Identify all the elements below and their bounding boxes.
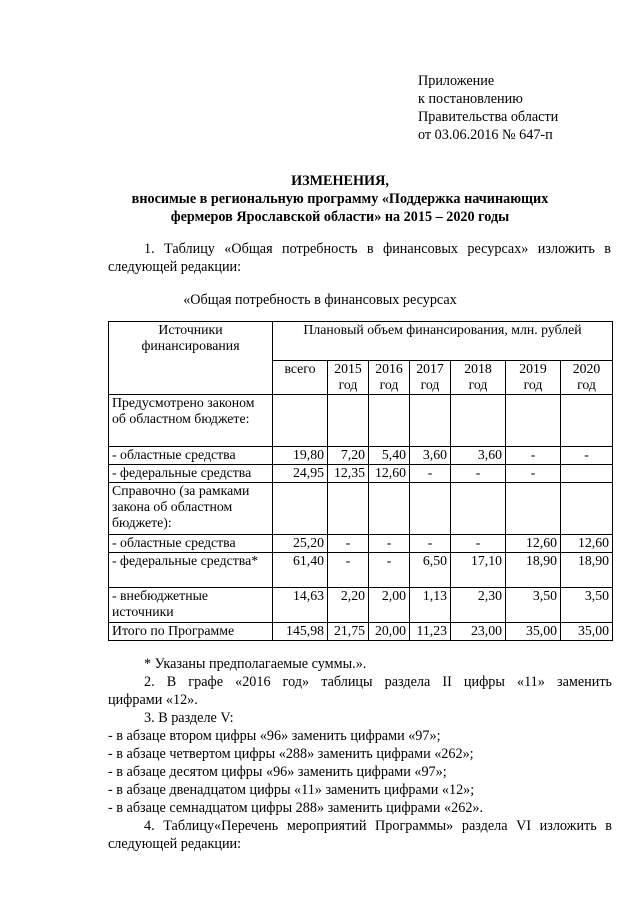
item-3-line: - в абзаце втором цифры «96» заменить цифрами «97»; [108, 728, 441, 744]
item-3-line: - в абзаце десятом цифры «96» заменить цифрами «97»; [108, 764, 447, 780]
item-4-line: следующей редакции: [108, 836, 242, 852]
table-row [109, 535, 613, 553]
header-plan: Плановый объем финансирования, млн. рублей [273, 322, 613, 361]
table-cell [561, 395, 613, 447]
table-cell [561, 465, 613, 483]
header-source: Источники финансирования [109, 322, 273, 395]
table-cell: 2,30 [451, 588, 506, 623]
table-cell [561, 483, 613, 535]
table-row [109, 395, 613, 447]
title-line: вносимые в региональную программу «Поддержка начинающих [131, 191, 549, 207]
table-cell [328, 395, 369, 447]
title-line: ИЗМЕНЕНИЯ, [291, 173, 389, 189]
row-label: - федеральные средства [109, 465, 273, 483]
table-cell: 12,60 [561, 535, 613, 553]
header-year: 2020 год [561, 361, 613, 395]
table-row [109, 553, 613, 588]
item-3-line: - в абзаце четвертом цифры «288» заменить цифрами «262»; [108, 746, 474, 762]
table-cell: 14,63 [273, 588, 328, 623]
header-year: 2019 год [506, 361, 561, 395]
table-cell: 3,50 [506, 588, 561, 623]
table-cell: - [506, 447, 561, 465]
table-cell [328, 483, 369, 535]
table-cell: - [328, 553, 369, 588]
item-2-line: 2. В графе «2016 год» таблицы раздела II цифры «11» заменить [144, 674, 612, 690]
table-cell [369, 483, 410, 535]
item-3-line: - в абзаце двенадцатом цифры «11» заменить цифрами «12»; [108, 782, 475, 798]
appendix-line: от 03.06.2016 № 647-п [418, 127, 553, 143]
table-cell: 25,20 [273, 535, 328, 553]
table-cell: 18,90 [506, 553, 561, 588]
table-row [109, 465, 613, 483]
document-title [60, 172, 620, 226]
table-cell: 19,80 [273, 447, 328, 465]
table-cell [369, 395, 410, 447]
table-cell: - [561, 447, 613, 465]
table-cell: 6,50 [410, 553, 451, 588]
table-total-row [109, 623, 613, 641]
appendix-note [418, 72, 558, 144]
row-label: Справочно (за рамками закона об областном бюджете): [109, 483, 273, 535]
table-cell: - [328, 535, 369, 553]
table-cell: 1,13 [410, 588, 451, 623]
table-cell [451, 483, 506, 535]
header-year: 2015 год [328, 361, 369, 395]
table-cell: - [369, 535, 410, 553]
table-cell: - [506, 465, 561, 483]
table-cell: 5,40 [369, 447, 410, 465]
table-cell [273, 483, 328, 535]
title-line: фермеров Ярославской области» на 2015 – 2020 годы [170, 209, 510, 225]
table-row [109, 447, 613, 465]
table-cell: 3,60 [451, 447, 506, 465]
table-cell: 3,60 [410, 447, 451, 465]
row-label: Предусмотрено законом об областном бюджете: [109, 395, 273, 447]
table-header-row [109, 322, 613, 361]
table-cell: 17,10 [451, 553, 506, 588]
table-cell: 12,60 [506, 535, 561, 553]
table-cell: 2,00 [369, 588, 410, 623]
table-cell: 2,20 [328, 588, 369, 623]
table-cell: 7,20 [328, 447, 369, 465]
table-row [109, 588, 613, 623]
table-cell: 24,95 [273, 465, 328, 483]
table-cell [506, 483, 561, 535]
header-year: 2016 год [369, 361, 410, 395]
table-cell [410, 395, 451, 447]
table-cell [273, 395, 328, 447]
table-caption: «Общая потребность в финансовых ресурсах [183, 292, 457, 308]
header-year: 2018 год [451, 361, 506, 395]
item-3-line: - в абзаце семнадцатом цифры 288» заменить цифрами «262». [108, 800, 484, 816]
appendix-line: Приложение [418, 73, 495, 89]
table-cell: 20,00 [369, 623, 410, 641]
table-cell: 18,90 [561, 553, 613, 588]
row-label: - внебюджетные источники [109, 588, 273, 623]
table-cell: - [451, 465, 506, 483]
header-year: всего [273, 361, 328, 395]
table-cell [410, 483, 451, 535]
table-cell: 21,75 [328, 623, 369, 641]
header-year: 2017 год [410, 361, 451, 395]
table-cell: 35,00 [561, 623, 613, 641]
table-cell: - [369, 553, 410, 588]
table-cell: 12,60 [369, 465, 410, 483]
item-4-line: 4. Таблицу«Перечень мероприятий Программы» раздела VI изложить в [144, 818, 612, 834]
table-cell: 61,40 [273, 553, 328, 588]
appendix-line: Правительства области [418, 109, 559, 125]
table-cell: 3,50 [561, 588, 613, 623]
item-2-line: цифрами «12». [108, 692, 198, 708]
table-cell: 11,23 [410, 623, 451, 641]
row-label: - областные средства [109, 447, 273, 465]
table-cell: - [410, 535, 451, 553]
row-label: - федеральные средства* [109, 553, 273, 588]
table-cell: 23,00 [451, 623, 506, 641]
table-cell: 35,00 [506, 623, 561, 641]
appendix-line: к постановлению [418, 91, 523, 107]
table-cell: - [451, 535, 506, 553]
table-cell: - [410, 465, 451, 483]
row-label: Итого по Программе [109, 623, 273, 641]
footnote: * Указаны предполагаемые суммы.». [144, 656, 367, 672]
finance-table [108, 321, 613, 641]
table-cell: 12,35 [328, 465, 369, 483]
amendments-text [108, 655, 612, 853]
item-3-heading: 3. В разделе V: [144, 710, 234, 726]
intro-paragraph: 1. Таблицу «Общая потребность в финансовых ресурсах» изложить в следующей редакции: [108, 241, 611, 275]
table-cell [451, 395, 506, 447]
table-cell [506, 395, 561, 447]
table-cell: 145,98 [273, 623, 328, 641]
row-label: - областные средства [109, 535, 273, 553]
table-row [109, 483, 613, 535]
